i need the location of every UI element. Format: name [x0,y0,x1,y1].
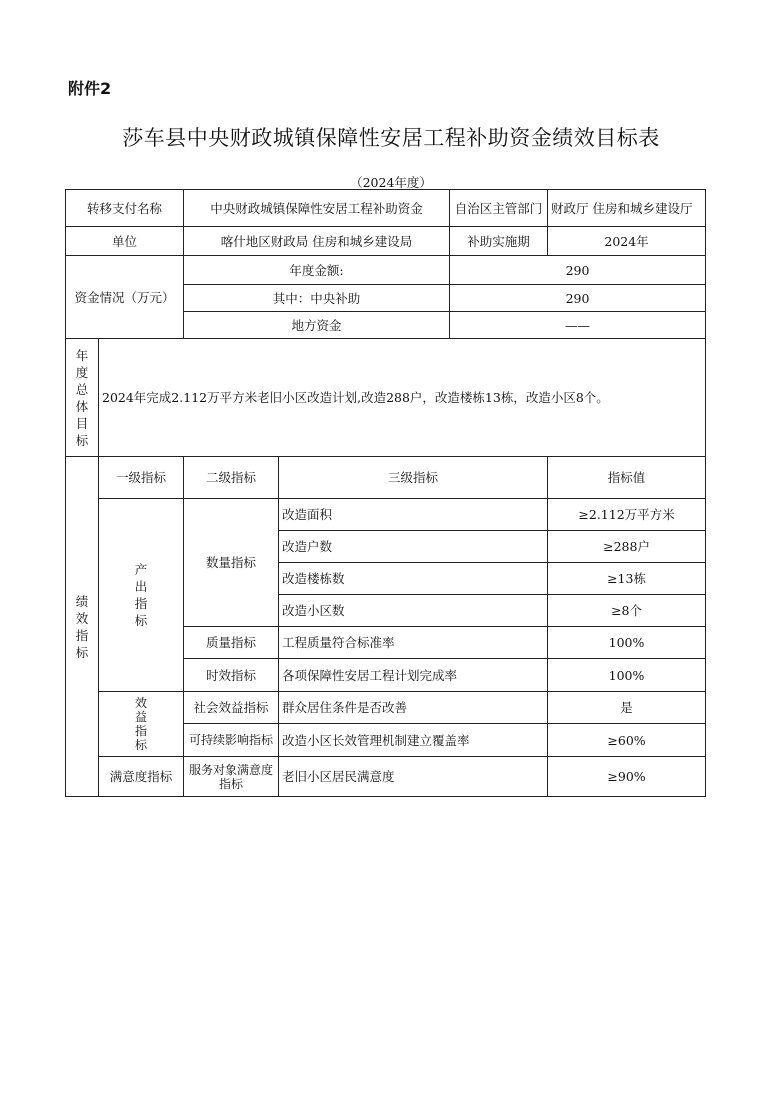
indicator-value: 100% [548,627,706,659]
output-indicator-label: 产 出 指 标 [99,499,184,692]
unit-value: 喀什地区财政局 住房和城乡建设局 [184,227,450,256]
central-subsidy-value: 290 [450,285,706,312]
col-header-value: 指标值 [548,457,706,499]
indicator-name: 群众居住条件是否改善 [279,692,548,724]
indicator-name: 改造面积 [279,499,548,531]
indicator-name: 改造小区长效管理机制建立覆盖率 [279,724,548,757]
dept-value: 财政厅 住房和城乡建设厅 [548,190,706,227]
table-row [66,227,706,256]
indicator-value: 是 [548,692,706,724]
indicator-name: 改造户数 [279,531,548,563]
indicator-value: 100% [548,659,706,692]
annual-amount-value: 290 [450,256,706,285]
indicator-name: 工程质量符合标准率 [279,627,548,659]
period-value: 2024年 [548,227,706,256]
period-label: 补助实施期 [450,227,548,256]
indicator-name: 老旧小区居民满意度 [279,757,548,797]
central-subsidy-label: 其中：中央补助 [184,285,450,312]
local-funds-value: —— [450,312,706,339]
quantity-indicator-label: 数量指标 [184,499,279,627]
annual-amount-label: 年度金额: [184,256,450,285]
year-note: （2024年度） [350,175,432,190]
indicator-value: ≥288户 [548,531,706,563]
quality-indicator-label: 质量指标 [184,627,279,659]
table-row [66,499,706,531]
transfer-name-label: 转移支付名称 [66,190,184,227]
local-funds-label: 地方资金 [184,312,450,339]
sustainability-label: 可持续影响指标 [184,724,279,757]
indicator-name: 各项保障性安居工程计划完成率 [279,659,548,692]
service-satisfaction-label: 服务对象满意度指标 [184,757,279,797]
indicator-value: ≥60% [548,724,706,757]
indicator-value: ≥8个 [548,595,706,627]
performance-label: 绩 效 指 标 [66,457,99,797]
table-row [66,190,706,227]
funds-label: 资金情况（万元） [66,256,184,339]
attachment-label: 附件2 [68,79,112,98]
indicator-value: ≥90% [548,757,706,797]
table-row [66,339,706,457]
indicator-value: ≥2.112万平方米 [548,499,706,531]
table-row [66,256,706,285]
performance-goal-table [65,189,706,797]
indicator-name: 改造小区数 [279,595,548,627]
annual-goal-text: 2024年完成2.112万平方米老旧小区改造计划,改造288户，改造楼栋13栋，改造小区8个。 [99,339,706,457]
satisfaction-indicator-label: 满意度指标 [99,757,184,797]
col-header-level2: 二级指标 [184,457,279,499]
indicator-name: 改造楼栋数 [279,563,548,595]
transfer-name-value: 中央财政城镇保障性安居工程补助资金 [184,190,450,227]
table-row [66,692,706,724]
col-header-level3: 三级指标 [279,457,548,499]
indicator-value: ≥13栋 [548,563,706,595]
dept-label: 自治区主管部门 [450,190,548,227]
benefit-indicator-label: 效 益 指 标 [99,692,184,757]
social-benefit-label: 社会效益指标 [184,692,279,724]
col-header-level1: 一级指标 [99,457,184,499]
timeliness-indicator-label: 时效指标 [184,659,279,692]
page-title: 莎车县中央财政城镇保障性安居工程补助资金绩效目标表 [122,126,660,150]
annual-goal-label: 年 度 总 体 目 标 [66,339,99,457]
table-row [66,757,706,797]
table-row [66,457,706,499]
unit-label: 单位 [66,227,184,256]
